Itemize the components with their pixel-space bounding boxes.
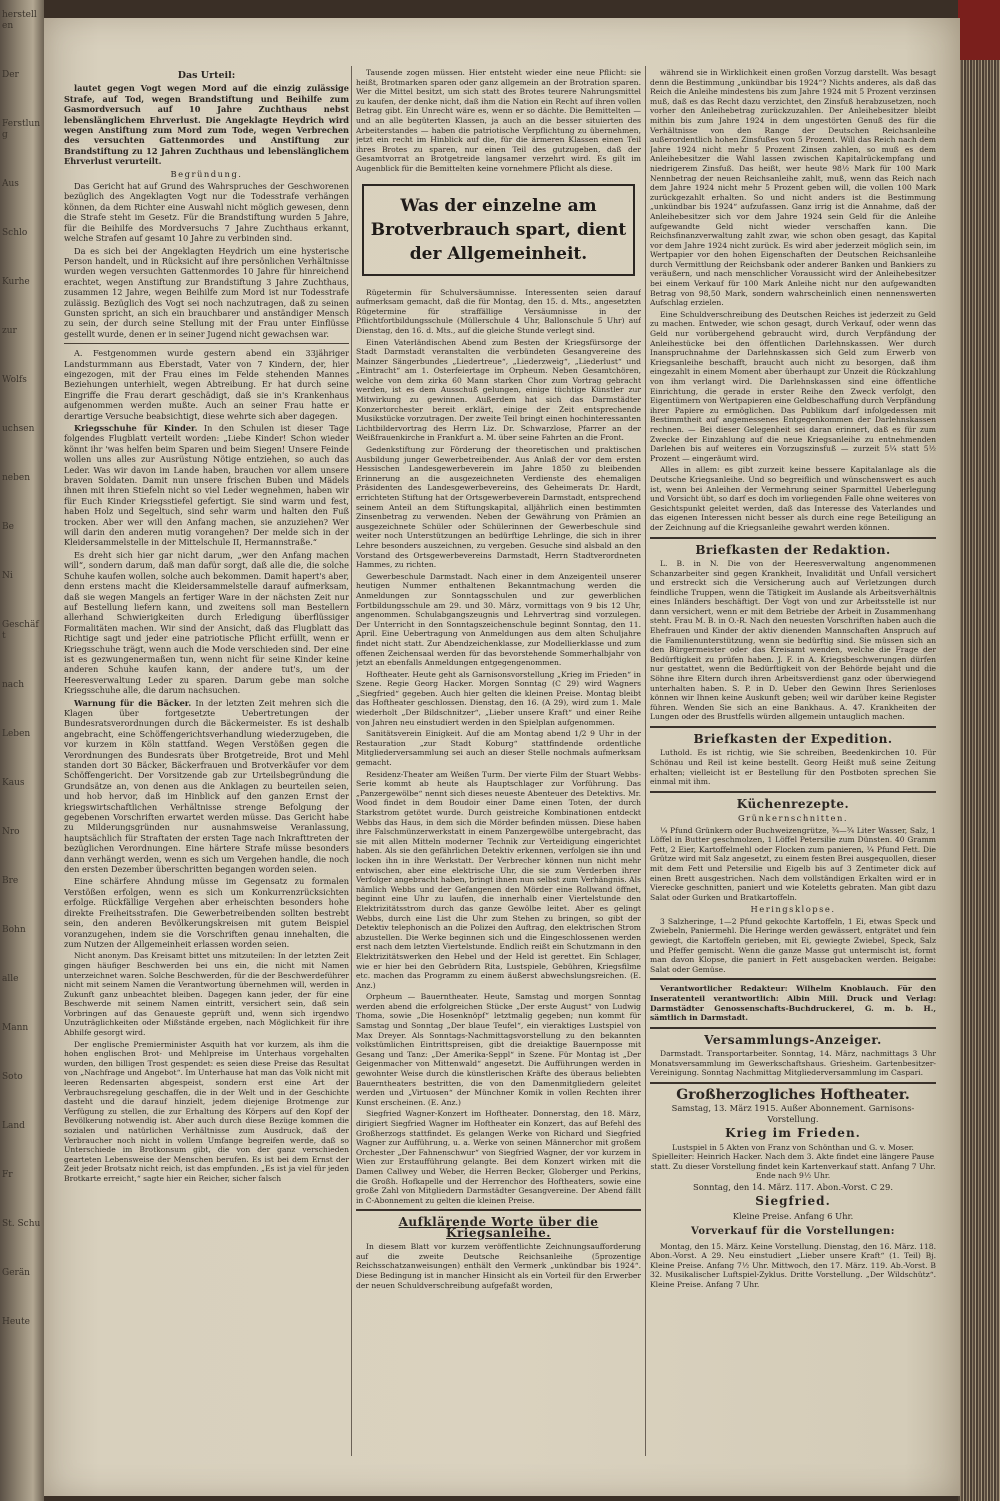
local-news: Hoftheater. Heute geht als Garnisonsvorstellung „Krieg im Frieden“ in Szene. Regie Georg Hacker. Morgen Sonntag (C 29) wird Wagners „Siegfried“ gegeben. Auch hier gelten die kleinen Preise. Montag bleibt das Hoftheater geschlossen. Dienstag, den 16. (A 29), wird zum 1. Male wiederholt „Der Bildschnitzer“, „Lieber unsere Kraft“ und einer Reihe von Jahren neu einstudiert werden in den Spielplan aufgenommen. — [356, 669, 641, 727]
spine-fragment: alle — [2, 974, 19, 984]
spine-fragment: zur — [2, 326, 17, 336]
local-news: Rügetermin für Schulversäumnisse. Interessenten seien darauf aufmerksam gemacht, daß die für Montag, den 15. d. Mts., angesetzten Rügetermine für straffällige Versäumnisse in der Pflichtfortbildungsschule (Müllerschule 4 Uhr, Ballonschule 5 Uhr) auf Dienstag, den 16. d. Mts., auf die gleiche Stunde verlegt sind. — [356, 287, 641, 335]
verdict-title: Das Urteil: — [177, 70, 236, 81]
spine-fragment: Bohn — [2, 925, 26, 935]
column-divider — [645, 66, 646, 1456]
advance-sale-title: Vorverkauf für die Vorstellungen: — [691, 1226, 895, 1238]
spine-fragment: Der — [2, 70, 19, 80]
local-news: Siegfried Wagner-Konzert im Hoftheater. Donnerstag, den 18. März, dirigiert Siegfried Wagner im Hoftheater ein Konzert, das auf Befehl des Großherzogs stattfindet. Es gelangen Werke von Richard und Siegfried Wagner zur Aufführung, u. a. Werke von seinen Männerchor mit großem Orchester „Der Fahnenschwur“ von Siegfried Wagner, der vor kurzem in Wien zur Erstaufführung gelangte. Bei dem Konzert wirken mit die Damen Callwey und Weber, die Herren Becker, Globerger und Perkins, die Großh. Hofkapelle und der Herrenchor des Hoftheaters, sowie eine große Zahl von Mitgliedern Darmstädter Gesangvereine. Der Abend fällt in C-Abonnement zu gelten die kleinen Preise. — [356, 1109, 641, 1205]
war-loan-paragraph: Alles in allem: es gibt zurzeit keine bessere Kapitalanlage als die Deutsche Kriegsanleihe. Und so begreiflich und wünschenswert es auch ist, wenn bei Anleihen der Vermehrung seiner Sparmittel Ueberlegung und Vorsicht übt, so darf es doch im vorliegenden Falle ohne weiteres von Gesichtspunkt geleitet werden, daß das Interesse des Vaterlandes und das eigenen Interessen nicht besser als durch eine rege Beteiligung an der Zeichnung auf die Kriegsanleihe gewahrt werden können. — [650, 465, 936, 532]
local-news: Residenz-Theater am Weißen Turm. Der vierte Film der Stuart Webbs-Serie kommt ab heute als Hauptschlager zur Vorführung. Das „Panzergewölbe“ nennt sich dieses neueste Abenteuer des Detektivs. Mr. Wood findet in dem Boudoir einer Dame einen Toten, der durch Starkstrom getötet wurde. Durch geistreiche Kombinationen entdeckt Webbs das Haus, in dem sich die Mörder befinden müssen. Diese haben ihre Falschmünzerwerkstatt in einem Panzergewölbe untergebracht, das sie mit allen Mitteln moderner Technik zur Verteidigung eingerichtet haben. Als sie den gefährlichen Detektiv erkennen, verfolgen sie ihn und locken ihn in ihre Werkstatt. Der Verbrecher können nun nicht mehr entwischen, aber eine elektrische Uhr, die sie zum Verderben ihrer Verfolger angebracht haben, bringt ihnen nun selbst zum Verhängnis. Als nämlich Webbs und der Gefangenen den Mörder eine Rollwand öffnet, beginnt eine Uhr zu laufen, die innerhalb einer Viertelstunde den Elektrizitätsstrom durch das ganze Gewölbe leitet. Aber es gelingt Webbs, durch eine List die Uhr zum Stehen zu bringen, so gibt der Detektiv telephonisch an die Polizei den Auftrag, den elektrischen Strom abzustellen. Die Werke beginnen sich und die Eingeschlossenen werden erst nach dem letzten Viertelstunde. Endlich reißt ein Schutzmann in den Elektrizitätswerken den Hebel und der Held ist gerettet. Ein Schlager, wie er hier bei den Gebrüdern Rita, Lustspiele, Gebühren, Kriegsfilme etc. machen das Programm zu einem äußerst abwechslungsreichen. (E. Anz.) — [356, 769, 641, 990]
spine-fragment: neben — [2, 473, 31, 483]
theatre-play-details: Kleine Preise. Anfang 6 Uhr. — [732, 1210, 854, 1221]
column-2 — [356, 68, 641, 1468]
spine-fragment: Be — [2, 522, 14, 532]
boots-text: In den Schulen ist dieser Tage folgendes Flugblatt verteilt worden: „Liebe Kinder! Schon wieder könnt ihr 'was helfen beim Sparen und beim Siegen! Unsere Feinde wollen uns alles zur Ausrüstung Nötige entziehen, so auch das Leder. Was wir davon im Lande haben, brauchen vor allem unsere braven Soldaten. Damit nun unsere frischen Buben und Mädels ihnen mit ihren Stiefeln nicht so viel Leder wegnehmen, haben wir für Euch Kinder Kriegsstiefel gefertigt. Sie sind warm und fest, haben Holz und Segeltuch, sind sehr warm und halten den Fuß trocken. Aber wer will den Anfang machen, sie anzuziehen? Wer will darin den anderen mutig vorangehen? Der melde sich in der Kleidersammelstelle in der Mittelschule II, Hermannstraße.“ — [64, 423, 349, 548]
spine-fragment: Leben — [2, 729, 31, 739]
divider — [356, 1209, 641, 1211]
spine-fragment: herstellen — [2, 10, 37, 31]
boots-title: Kriegsschuhe für Kinder. — [74, 423, 198, 433]
war-loan-continued: während sie in Wirklichkeit einen großen Vorzug darstellt. Was besagt denn die Bestimmung „unkündbar bis 1924“? Nichts anderes, als daß das Reich die Anleihe mindestens bis zum Jahre 1924 mit 5 Prozent verzinsen muß, daß es das Recht dazu verzichtet, den Zinsfuß herabzusetzen, noch vorher den Anleihebetrag zurückzuzahlen. Der Anleihebesitzer bleibt mithin bis zum Jahre 1924 in dem ungestörten Genuß des für die Verhältnisse von den Range der Deutschen Reichsanleihe außerordentlich hohen Zinsfußes von 5 Prozent. Will das Reich nach dem Jahre 1924 nicht mehr 5 Prozent Zinsen zahlen, so muß es dem Anleihebesitzer die Wahl lassen zwischen Kapitalrückempfang und niedrigerem Zinsfuß. Das heißt, wer heute 98½ Mark für 100 Mark Nennbetrag der neuen Reichsanleihe zahlt, muß, wenn das Reich nach dem Jahre 1924 nicht mehr 5 Prozent geben will, die vollen 100 Mark zurückgezahlt erhalten. So und nicht anders ist die Bestimmung „unkündbar bis 1924“ aufzufassen. Ganz irrig ist die Annahme, daß der Anleihebesitzer sich vor dem Jahre 1924 sein Geld für die Anleihe aufgewandte Geld nicht wieder verschaffen kann. Die Reichsfinanzverwaltung zahlt zwar, wie schon oben gesagt, das Kapital vor dem Jahre 1924 nicht zurück. Es wird aber jederzeit möglich sein, im Wertpapier vor den hohen Eigenschaften der Deutschen Reichsanleihe durch Vermittlung der Reichsbank oder anderer Banken und Bankiers zu veräußern, und nach menschlicher Voraussicht wird der Anleihebesitzer bei einem Verkauf für 100 Mark Anleihe nicht nur den aufgewandten Betrag von 98,50 Mark, sondern wahrscheinlich einen nennenswerten Aufschlag erzielen. — [650, 68, 936, 308]
meetings-text: Darmstadt. Transportarbeiter. Sonntag, 14. März, nachmittags 3 Uhr Monatsversammlung im Gewerkschaftshaus. Griesheim. Gartenbesitzer-Vereinigung. Sonntag Nachmittag Mitgliederversammlung im Caspari. — [650, 1049, 936, 1078]
book-binding — [0, 0, 44, 1501]
verdict-text: lautet gegen Vogt wegen Mord auf die einzig zulässige Strafe, auf Tod, wegen Brandstiftung und Beihilfe zum Gasmordversuch auf 10 Jahre Zuchthaus nebst lebenslänglichem Ehrverlust. Die Angeklagte Heydrich wird wegen Anstiftung zum Mord zum Tode, wegen Verbrechen des versuchten Gattenmordes und Anstiftung zur Brandstiftung zu 12 Jahren Zuchthaus und lebenslänglichem Ehrverlust verurteilt. — [64, 83, 349, 167]
imprint: Verantwortlicher Redakteur: Wilhelm Knoblauch. Für den Inseratenteil verantwortlich: Albin Mill. Druck und Verlag: Darmstädter Genossenschafts-Buchdruckerei, G. m. b. H., sämtlich in Darmstadt. — [650, 984, 936, 1023]
newspaper-page — [44, 18, 960, 1496]
theatre-play: Krieg im Frieden. — [725, 1126, 861, 1141]
divider — [650, 1082, 936, 1084]
war-loan-paragraph: Eine Schuldverschreibung des Deutschen Reiches ist jederzeit zu Geld zu machen. Entweder, wie schon gesagt, durch Verkauf, oder wenn das Geld nur vorübergehend gebraucht wird, durch Verpfändung der Anleihestücke bei den öffentlichen Darlehnskassen. Wer durch Inanspruchnahme der Darlehnskassen sich Geld zum Erwerb von Kriegsanleihe beschafft, braucht auch nicht zu besorgen, daß ihm eingezahlt in einem Moment aber überhaupt zur Unzeit die Rückzahlung von ihm verlangt wird. Die Darlehnskassen sind eine öffentliche Einrichtung, die gerade in erster Reihe den Zweck verfolgt, den Eigentümern von Wertpapieren eine Geldbeschaffung durch Verpfändung ihrer Papiere zu ermöglichen. Das Publikum darf infolgedessen mit Bestimmtheit auf angemessenes Entgegenkommen der Darlehnskassen rechnen. — Bei dieser Gelegenheit sei daran erinnert, daß es für zum Zwecke der Einzahlung auf die neue Kriegsanleihe zu entnehmenden Darlehen bis auf weiteres ein Vorzugszinsfuß — zurzeit 5¼ statt 5½ Prozent — eingeräumt wird. — [650, 309, 936, 463]
divider — [64, 343, 349, 344]
theatre-play: Siegfried. — [755, 1194, 831, 1209]
expedition-letters-text: Luthold. Es ist richtig, wie Sie schreiben, Beedenkirchen 10. Für Schönau und Reil ist keine bestellt. Georg Heißt muß seine Zeitung erhalten; vielleicht ist er Bestellung für den Postboten sprechen Sie einmal mit ihm. — [650, 748, 936, 787]
reasons-title: Begründung. — [170, 168, 243, 179]
spine-fragment: Kaus — [2, 778, 25, 788]
page-stack-edge — [958, 0, 1000, 1501]
recipe-text: 3 Salzheringe, 1—2 Pfund gekochte Kartoffeln, 1 Ei, etwas Speck und Zwiebeln, Paniermehl. Die Heringe werden gewässert, entgrätet und fein gewiegt, die Kartoffeln gerieben, mit Ei, gewiegte Zwiebel, Speck, Salz und Pfeffer gemischt. Wenn die ganze Masse gut untermischt ist, formt man davon Klopse, die paniert in Fett ausgebacken werden. Beigabe: Salat oder Gemüse. — [650, 916, 936, 974]
recipe-title: Grünkernschnitten. — [737, 813, 849, 824]
local-news: Orpheum — Bauerntheater. Heute, Samstag und morgen Sonntag werden abend die erfolgreichen Stücke „Der erste August“ von Ludwig Thoma, sowie „Die Hosenknöpf“ letztmalig gegeben; nun kommt für Samstag und Sonntag „Der blaue Teufel“, ein vieraktiges Lustspiel von Max Dreyer. Als Sonntags-Nachmittagsvorstellung zu den bekannten volkstümlichen Eintrittspreisen, gibt die dreiaktige Bauernposse mit Gesang und Tanz: „Der Amerika-Seppl“ in Szene. Für Montag ist „Der Geigenmacher von Mittenwald“ angesetzt. Die Aufführungen werden in gewohnter Weise durch die künstlerischen Kräfte des überaus beliebten Bauerntheaters bestritten, die von den Damenmitgliedern geleitet werden und „Virtuosen“ der Münchner Komik in vollen Rechten ihrer Kunst erscheinen. (E. Anz.) — [356, 992, 641, 1107]
expedition-letters-title: Briefkasten der Expedition. — [693, 732, 893, 746]
editorial-letters-text: L. B. in N. Die von der Heeresverwaltung angenommenen Schanzarbeiter sind gegen Krankheit, Invalidität und Unfall versichert und erstreckt sich die Versicherung auch auf Verletzungen durch feindliche Truppen, wenn die Tätigkeit im Auslande als Arbeitsverhältnis eines Inländers beschäftigt. Der Vogt von und zur Arbeitsstelle ist nur dann versichert, wenn er mit dem Betriebe der Arbeit in Zusammenhang steht. Frau M. B. in O.-R. Nach den neuesten Vorschriften haben auch die Ehefrauen und Kinder der aktiv dienenden Mannschaften Anspruch auf die Familienunterstützung, wenn sie bedürftig sind. Sie müssen sich an den Bürgermeister oder das Kreisamt wenden, welche die Frage der Bedürftigkeit zu prüfen haben. J. F. in A. Kriegsbeschwerungen dürfen nur gestattet, wenn die Bedürftigkeit von der Behörde bejaht und die Söhne ihre Eltern durch ihren Arbeitsverdienst ganz oder überwiegend unterhalten haben. S. P. in D. Ueber den Gewinn Ihres Serienloses können wir Ihnen keine Auskunft geben; weil wir darüber keine Register führen. Wenden Sie sich an eine Bankhaus. A. 47. Krankheiten der Lungen oder des Brustfells würden allgemein untauglich machen. — [650, 558, 936, 722]
meetings-title: Versammlungs-Anzeiger. — [704, 1032, 882, 1047]
boots-paragraph: Es dreht sich hier gar nicht darum, „wer den Anfang machen will“, sondern darum, daß man dafür sorgt, daß alle die, die solche Schuhe kaufen wollen, solche auch bekommen. Damit hapert's aber, denn erstens macht die Kleidersammelstelle darauf aufmerksam, daß sie wegen Mangels an fertiger Ware in der nächsten Zeit nur auf Bestellung liefern kann, und zweitens soll man Bestellern allerhand Schwierigkeiten durch Erledigung überflüssiger Formalitäten machen. Wir sind der Ansicht, daß das Flugblatt das Richtige sagt und jeder eine patriotische Pflicht erfüllt, wenn er Kriegsschuhe trägt, wenn auch die Mode verschieden sind. Der eine ist es gezwungenermaßen tun, wenn nicht für seine Kinder keine anderen Schuhe kaufen kann, der andere tut's, um der Heeresverwaltung Leder zu sparen. Darum gebe man solche Kriegsschuhe alle, die darum nachsuchen. — [64, 549, 349, 696]
editorial-letters-title: Briefkasten der Redaktion. — [695, 542, 891, 557]
recipe-text: ¼ Pfund Grünkern oder Buchweizengrütze, ¾—¾ Liter Wasser, Salz, 1 Löffel in Butter geschmolzen, 1 Löffel Petersilie zum Dünsten. 40 Gramm Fett, 2 Eier, Kartoffelmehl oder Flocken zum panieren, ¼ Pfund Fett. Die Grütze wird mit Salz angesetzt, zu einem festen Brei ausgequollen, dieser mit dem Fett und Petersilie und Eigelb bis auf 3 Zentimeter dick auf einen Brett ausgestrichen. Nach dem vollständigen Erkalten wird er in Vierecke geschnitten, paniert und wie Koteletts gebraten. Man gibt dazu Salat oder Gurken und Bratkartoffeln. — [650, 825, 936, 902]
divider — [650, 726, 936, 728]
spine-fragment: Geschäft — [2, 620, 39, 641]
local-news: Gedenkstiftung zur Förderung der theoretischen und praktischen Ausbildung junger Gewerbetreibender. Aus Anlaß der vor dem ersten Hessischen Landesgewerbeverein im Jahre 1850 zu bleibenden Erinnerung an die ausgezeichneten Verdienste des ehemaligen Präsidenten des Landesgewerbevereins, des Geheimerats Dr. Hardt, errichteten Stiftung hat der Ortsgewerbeverein Darmstadt, entsprechend seinem Anteil an dem Stiftungskapital, alljährlich einen bestimmten Zinsenbetrag zu verwenden. Neben der Gewährung von Prämien an ausgezeichnete Schüler oder Schülerinnen der Gewerbeschule sind weiter noch Unterstützungen an bedürftige Lehrlinge, die sich in ihrer Lehre besonders auszeichnen, zu vergeben. Gesuche sind alsbald an den Vorstand des Ortsgewerbevereins Darmstadt, Herrn Stadtverordneten Hammes, zu richten. — [356, 445, 641, 570]
theatre-title: Großherzogliches Hoftheater. — [676, 1086, 910, 1103]
bakers-text: In der letzten Zeit mehren sich die Klagen über fortgesetzte Uebertretungen der Bundesratsverordnungen durch die Bäckermeister. Es ist deshalb angebracht, eine Schöffengerichtsverhandlung wiederzugeben, die vor kurzem in Köln stattfand. Wegen Verstößen gegen die Verordnungen des Bundesrats über Brotgetreide, Brot und Mehl standen dort 30 Bäcker, Bäckerfrauen und Brotverkäufer vor dem Schöffengericht. Der Vorsitzende gab zur Urteilsbegründung die Grundsätze an, von denen aus die Anklagen zu beurteilen seien, und hob hervor, daß im Hinblick auf den ganzen Ernst der kriegswirtschaftlichen Verhältnisse strenge Befolgung der gegebenen Vorschriften erwartet werden müsse. Das Gericht habe zu Milderungsgründen nur ausnahmsweise Veranlassung, hauptsächlich für Straftaten der ersten Tage nach Inkrafttreten der bezüglichen Verordnungen. Eine härtere Strafe müsse besonders dann verhängt werden, wenn es sich um Vergehen handle, die noch den ersten Dezember überschritten begangen worden seien. — [64, 697, 349, 875]
divider — [650, 978, 936, 980]
boxed-headline: Was der einzelne am Brotverbrauch spart, dient der Allgemeinheit. — [362, 184, 635, 276]
spine-fragment: Soto — [2, 1072, 23, 1082]
spine-fragment: Ni — [2, 571, 13, 581]
local-news: Sanitätsverein Einigkeit. Auf die am Montag abend 1/2 9 Uhr in der Restauration „zur Stadt Koburg“ stattfindende ordentliche Mitgliederversammlung sei auch an dieser Stelle nochmals aufmerksam gemacht. — [356, 729, 641, 768]
column-1 — [64, 68, 349, 1468]
war-loan-title: Aufklärende Worte über die Kriegsanleihe. — [398, 1215, 599, 1240]
spine-fragment: Mann — [2, 1023, 29, 1033]
asquith-paragraph: Der englische Premierminister Asquith hat vor kurzem, als ihm die hohen englischen Brot- und Mehlpreise im Unterhaus vorgehalten wurden, den billigen Trost gespendet: es seien diese Preise das Resultat von „Nachfrage und Angebot“. Im Unterhause hat man das Volk nicht mit leeren Redensarten abgespeist, sondern erst eine Art der Verbrauchsregelung geschaffen, die in der Welt und in der Geschichte dasteht und die darauf hinzielt, jedem diejenige Brotmenge zur Verfügung zu stellen, die zur Erhaltung des Körpers auf den Kopf der Bevölkerung notwendig ist. Aber auch durch diese Bezüge kommen die sozialen und natürlichen Verhältnisse zum Ausdruck, daß der Verbraucher noch nicht in vollem Umfange begreifen werde, daß so Unterschiede im Brotkonsum gibt, die von der ganz verschieden gearteten Lebensweise der Menschen berufen. Es ist bei dem Ernst der Zeit jeder Brotsatz nicht reich, ist das empfunden. „Es ist ja viel für jeden Brotkarte erreicht,“ sagte hier ein Reicher, sicher falsch — [64, 1039, 349, 1183]
spine-fragment: nach — [2, 680, 24, 690]
theatre-play-details: Lustspiel in 5 Akten von Franz von Schönthan und G. v. Moser. Spielleiter: Heinrich Hacker. Nach dem 3. Akte findet eine längere Pause statt. Zu dieser Vorstellung findet kein Kartenverkauf statt. Anfang 7 Uhr. Ende nach 9½ Uhr. — [650, 1142, 936, 1181]
recipe-title: Heringsklopse. — [750, 904, 836, 915]
spine-fragment: Nro — [2, 827, 20, 837]
adjacent-page-fragments — [2, 10, 42, 1330]
spine-fragment: Gerän — [2, 1268, 30, 1278]
spine-fragment: Heute — [2, 1317, 30, 1327]
spine-fragment: uchsen — [2, 424, 35, 434]
spine-fragment: Kurhe — [2, 277, 30, 287]
spine-fragment: Wolfs — [2, 375, 27, 385]
column-divider — [351, 66, 352, 1456]
spine-fragment: Bre — [2, 876, 19, 886]
spine-fragment: Land — [2, 1121, 25, 1131]
spine-fragment: Schlo — [2, 228, 28, 238]
spine-fragment: St. Schu — [2, 1219, 41, 1229]
divider — [650, 1027, 936, 1029]
spine-fragment: Fr — [2, 1170, 13, 1180]
arrest-paragraph: A. Festgenommen wurde gestern abend ein 33jähriger Landsturmmann aus Eberstadt, Vater von 7 Kindern, der, hier eingezogen, mit der Frau eines im Felde stehenden Mannes Beziehungen unterhielt, wegen Abtreibung. Er hat durch seine Eingriffe die Frau derart geschädigt, daß sie in's Krankenhaus aufgenommen werden mußte. Auch an seiner Frau hatte er derartige Versuche beabsichtigt, diese wehrte sich aber dagegen. — [64, 348, 349, 421]
bakers-paragraph: Eine schärfere Ahndung müsse im Gegensatz zu formalen Verstößen erfolgen, wenn es sich um Konkurrenzrücksichten erfolge. Rückfällige Vergehen aber erheischten besonders hohe direkte Freiheitsstrafen. Die Gewerbetreibenden sollten bestrebt sein, den anderen Bevölkerungskreisen mit gutem Beispiel voranzugehen, indem sie die Vorschriften genau innehalten, die zum Nutzen der Allgemeinheit erlassen worden seien. — [64, 876, 349, 949]
local-news: Einen Vaterländischen Abend zum Besten der Kriegsfürsorge der Stadt Darmstadt veranstalten die verbündeten Gesangvereine des Mainzer Sängerbundes „Liedertreue“, „Liederzweig“, „Liederlust“ und „Eintracht“ am 1. Osterfeiertage im Orpheum. Neben Gesamtchören, welche von dem zirka 60 Mann starken Chor zum Vortrag gebracht werden, ist es dem Ausschuß gelungen, einige tüchtige Künstler zur Mitwirkung zu gewinnen. Außerdem hat sich das Darmstädter Konzertorchester bereit erklärt, einige der Zeit entsprechende Musikstücke vorzutragen. Der zweite Teil bringt einen hochinteressanten Lichtbildervortrag des Herrn Liz. Dr. Schwarzlose, Pfarrer an der Weißfrauenkirche in Frankfurt a. M. über seine Fahrten an die Front. — [356, 337, 641, 443]
reasons-paragraph: Das Gericht hat auf Grund des Wahrspruches der Geschworenen bezüglich des Angeklagten Vogt nur die Todesstrafe verhängen können, da dem Richter eine Auswahl nicht möglich gewesen, denn die Strafe steht im Gesetz. Für die Brandstiftung wurden 5 Jahre, für die Beihilfe des Mordversuchs 7 Jahre Zuchthaus erkannt, welche Strafen auf gesamt 10 Jahre zu verbinden sind. — [64, 181, 349, 244]
spine-fragment: Aus — [2, 179, 19, 189]
reasons-paragraph: Da es sich bei der Angeklagten Heydrich um eine hysterische Person handelt, und in Rücksicht auf ihre persönlichen Verhältnisse wurden wegen versuchten Gattenmordes 10 Jahre für hinreichend erachtet, wegen Anstiftung zur Brandstiftung 3 Jahre Zuchthaus, zusammen 12 Jahre, wegen Beihilfe zum Mord ist nur Todesstrafe zulässig. Bezüglich des Vogt sei noch nachzutragen, daß zu seinen Gunsten spricht, an sich ein brauchbarer und anständiger Mensch zu sein, der durch seine Stellung mit der Frau unter Einflüsse gestellt wurde, denen er in seiner Jugend nicht gewachsen war. — [64, 245, 349, 339]
advance-sale-text: Montag, den 15. März. Keine Vorstellung. Dienstag, den 16. März. 118. Abon.-Vorst. A 29. Neu einstudiert „Lieber unsere Kraft“ (1. Teil) Bj. Kleine Preise. Anfang 7½ Uhr. Mittwoch, den 17. März. 119. Ab.-Vorst. B 32. Musikalischer Luftspiel-Zyklus. Dritte Vorstellung. „Der Wildschütz“. Kleine Preise. Anfang 7 Uhr. — [650, 1241, 936, 1289]
bookmark-ribbon — [958, 0, 1000, 60]
theatre-date: Sonntag, den 14. März. 117. Abon.-Vorst. C 29. — [692, 1181, 893, 1192]
war-loan-text: In diesem Blatt vor kurzem veröffentlichte Zeichnungsaufforderung auf die zweite Deutsche Reichsanleihe (5prozentige Reichsschatzanweisungen) enthält den Vermerk „unkündbar bis 1924“. Diese Bedingung ist in mancher Hinsicht als ein Vorteil für den Erwerber der neuen Schuldverschreibung aufgefaßt worden, — [356, 1242, 641, 1290]
divider — [650, 791, 936, 793]
local-news: Gewerbeschule Darmstadt. Nach einer in dem Anzeigenteil unserer heutigen Nummer enthaltenen Bekanntmachung werden die Anmeldungen zur Sonntagsschulen und zur gewerblichen Fortbildungsschule am 29. und 30. März, vormittags von 9 bis 12 Uhr, angenommen. Schulabgangszeugnis und Lehrvertrag sind vorzulegen. Der Unterricht in den Sonntagszeichenschule beginnt Sonntag, den 11. April. Eine Uebertragung von Anmeldungen aus dem alten Schuljahre findet nicht statt. Zur Abendzeichenklasse, zur Modellierklasse und zum offenen Zeichensaal werden für das bevorstehende Sommerhalbjahr von jetzt an ebenfalls Anmeldungen entgegengenommen. — [356, 571, 641, 668]
divider — [650, 537, 936, 539]
spine-fragment: Ferstlung — [2, 119, 41, 140]
anonymous-paragraph: Nicht anonym. Das Kreisamt bittet uns mitzuteilen: In der letzten Zeit gingen häufiger Beschwerden bei uns ein, die nicht mit Namen unterzeichnet waren. Solche Beschwerden, für die der Beschwerdeführer nicht mit seinem Namen die Verantwortung übernehmen will, werden in Zukunft ganz unbeachtet bleiben. Dagegen kann jeder, der für eine Beschwerde mit seinem Namen eintritt, versichert sein, daß sein Vorbringen auf das Genaueste geprüft und, wenn sich irgendwo Unzuträglichkeiten oder Mißstände ergeben, nach Möglichkeit für ihre Abhilfe gesorgt wird. — [64, 951, 349, 1038]
theatre-date: Samstag, 13. März 1915. Außer Abonnement. Garnisons-Vorstellung. — [671, 1103, 915, 1124]
bakers-title: Warnung für die Bäcker. — [74, 697, 192, 708]
bread-intro: Tausende zogen müssen. Hier entsteht wieder eine neue Pflicht: sie heißt, Brotmarken sparen oder ganz allgemein an der Brotration sparen. Wer die Mittel besitzt, um sich statt des Brotes teurere Nahrungsmittel zu kaufen, der denke nicht, daß ihm die Nation ein Recht auf ihren vollen Betrag gibt. Ein Unrecht wäre es, wenn er so dächte. Die Bemittelten — und an alle begüterten Klassen, ja auch an die besser situierten des Arbeiterstandes — haben die patriotische Verpflichtung zu übernehmen, jetzt ein recht im Hinblick auf die, für die ärmeren Klassen einen Teil ihres Brotes zu sparen, nur einen Teil des gutzugeben, daß der Gesamtvorrat an Brotgetreide langsamer verzehrt wird. Es gilt im Augenblick für die Bemittelten keine vornehmere Pflicht als diese. — [356, 68, 641, 173]
column-3 — [650, 68, 936, 1468]
recipes-title: Küchenrezepte. — [736, 796, 850, 811]
